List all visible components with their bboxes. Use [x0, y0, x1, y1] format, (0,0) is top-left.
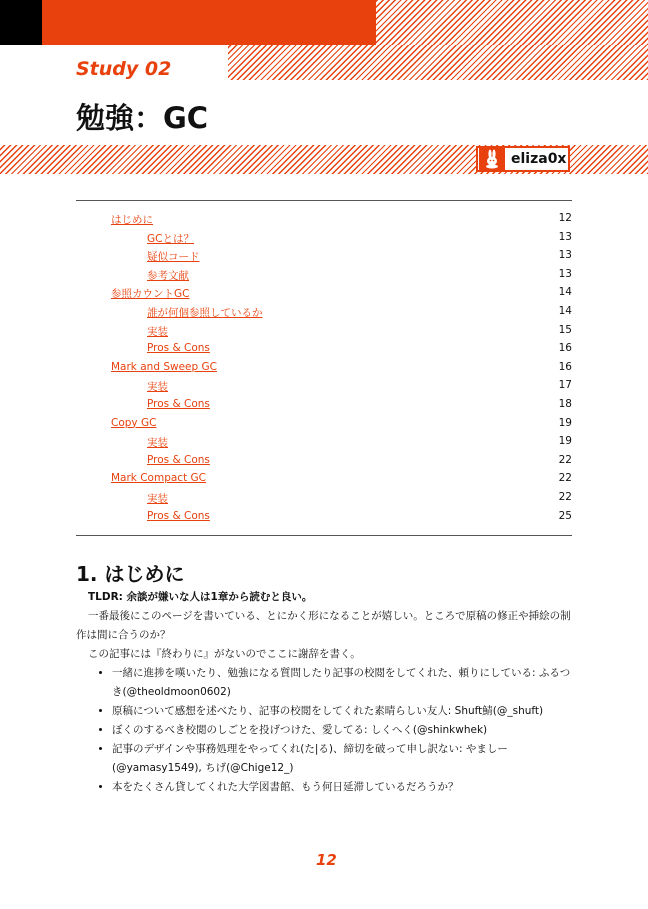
toc-entry	[76, 249, 572, 268]
toc-entry	[76, 212, 572, 231]
table-of-contents	[76, 212, 572, 528]
toc-link[interactable]: 参照カウントGC	[111, 288, 190, 301]
toc-entry	[76, 491, 572, 510]
corner-block	[0, 0, 42, 45]
toc-page-number: 15	[558, 323, 572, 336]
toc-entry	[76, 324, 572, 343]
rabbit-icon	[479, 148, 505, 170]
toc-link[interactable]: Mark Compact GC	[111, 472, 207, 485]
toc-link[interactable]: はじめに	[111, 214, 153, 226]
list-item: • ぼくのするべき校閲のしごとを投げつけた、愛してる: しくへく(@shinkwhek)	[112, 721, 576, 740]
toc-link[interactable]: 誰が何個参照しているか	[147, 306, 263, 319]
toc-link[interactable]: Pros & Cons	[147, 397, 210, 410]
acknowledgement-list	[76, 664, 576, 797]
header-bar	[42, 0, 376, 45]
toc-page-number: 18	[558, 397, 572, 410]
toc-entry	[76, 472, 572, 491]
toc-link[interactable]: Pros & Cons	[147, 453, 210, 466]
toc-page-number: 22	[558, 472, 572, 485]
toc-link[interactable]: Pros & Cons	[147, 509, 210, 522]
toc-entry	[76, 305, 572, 324]
header-hatch-lower	[228, 45, 648, 80]
toc-page-number: 13	[558, 230, 572, 243]
toc-entry	[76, 398, 572, 417]
toc-entry	[76, 454, 572, 473]
paragraph: この記事には『終わりに』がないのでここに謝辞を書く。	[88, 648, 361, 660]
toc-link[interactable]: GCとは？	[147, 232, 194, 245]
list-item: • 記事のデザインや事務処理をやってくれ(た|る)、締切を破って申し訳ない: やましー(@yamasy1549), ちげ(@Chige12_)	[112, 740, 576, 778]
toc-link[interactable]: 実装	[147, 325, 168, 338]
toc-entry	[76, 268, 572, 287]
toc-entry	[76, 342, 572, 361]
toc-link[interactable]: Mark and Sweep GC	[111, 360, 217, 373]
toc-page-number: 16	[558, 360, 572, 373]
toc-bottom-rule	[76, 535, 572, 536]
toc-top-rule	[76, 200, 572, 201]
page-number: 12	[316, 851, 337, 869]
toc-link[interactable]: 実装	[147, 437, 168, 450]
toc-page-number: 22	[558, 453, 572, 466]
toc-link[interactable]: Copy GC	[111, 416, 157, 429]
list-item: • 一緒に進捗を嘆いたり、勉強になる質問したり記事の校閲をしてくれた、頼りにしている: ふるつき(@theoldmoon0602)	[112, 664, 576, 702]
toc-entry	[76, 286, 572, 305]
toc-page-number: 13	[558, 267, 572, 280]
page-title: 勉強：GC	[76, 101, 209, 135]
toc-entry	[76, 361, 572, 380]
toc-page-number: 12	[558, 212, 572, 224]
toc-page-number: 19	[558, 416, 572, 429]
toc-link[interactable]: Pros & Cons	[147, 342, 210, 355]
toc-link[interactable]: 疑似コード	[147, 251, 200, 264]
study-label: Study 02	[76, 58, 172, 80]
toc-link[interactable]: 参考文献	[147, 269, 189, 282]
paragraph: 一番最後にこのページを書いている、とにかく形になることが嬉しい。ところで原稿の修正や挿絵の制作は間に合うのか？	[76, 610, 571, 641]
toc-page-number: 19	[558, 435, 572, 448]
author-name: eliza0x	[511, 151, 567, 167]
toc-entry	[76, 417, 572, 436]
toc-page-number: 25	[558, 509, 572, 522]
section-body	[76, 588, 576, 797]
toc-page-number: 22	[558, 490, 572, 503]
toc-entry	[76, 231, 572, 250]
list-item: • 本をたくさん貸してくれた大学図書館、もう何日延滞しているだろうか？	[112, 778, 576, 797]
tldr-line: TLDR: 余談が嫌いな人は1章から読むと良い。	[88, 591, 313, 603]
toc-link[interactable]: 実装	[147, 492, 168, 505]
toc-entry	[76, 435, 572, 454]
toc-entry	[76, 510, 572, 529]
author-badge	[476, 146, 570, 172]
list-item: • 原稿について感想を述べたり、記事の校閲をしてくれた素晴らしい友人: Shuft鯖(@_shuft)	[112, 702, 576, 721]
header-hatch	[376, 0, 648, 45]
toc-page-number: 13	[558, 249, 572, 262]
toc-link[interactable]: 実装	[147, 381, 168, 394]
toc-page-number: 17	[558, 379, 572, 392]
toc-page-number: 14	[558, 286, 572, 299]
section-heading: 1. はじめに	[76, 562, 185, 586]
toc-entry	[76, 379, 572, 398]
toc-page-number: 14	[558, 304, 572, 317]
toc-page-number: 16	[558, 342, 572, 355]
